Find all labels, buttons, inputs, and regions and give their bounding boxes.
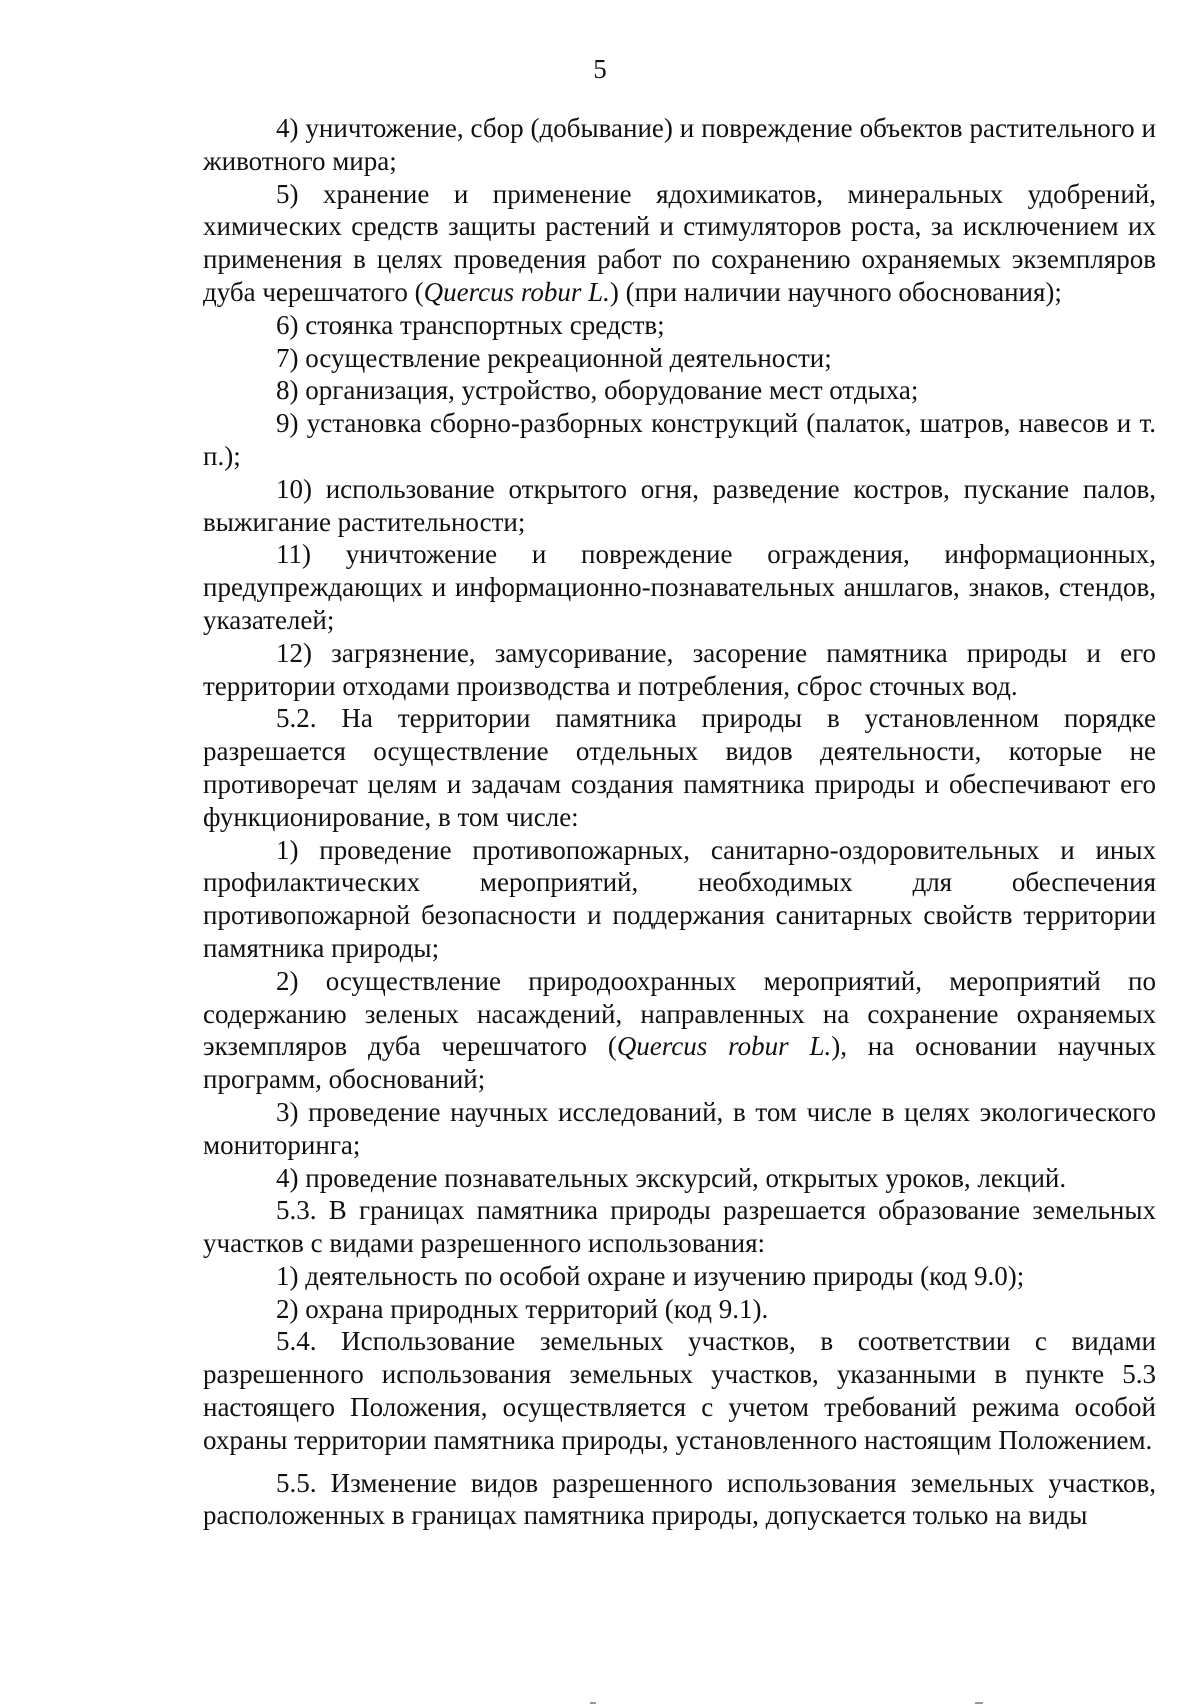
document-body <box>203 112 1156 1532</box>
paragraph-item-9: 9) установка сборно-разборных конструкций (палаток, шатров, навесов и т. п.); <box>203 408 1156 471</box>
paragraph-allowed-2 <box>203 965 1156 1096</box>
paragraph-item-11: 11) уничтожение и повреждение ограждения, информационных, предупреждающих и информационно-познавательных аншлагов, знаков, стендов, указателей; <box>203 539 1156 635</box>
paragraph-clause-5-3: 5.3. В границах памятника природы разрешается образование земельных участков с видами разрешенного использования: <box>203 1195 1156 1259</box>
paragraph-clause-5-2: 5.2. На территории памятника природы в установленном порядке разрешается осуществление отдельных видов деятельности, которые не противоречат целям и задачам создания памятника природы и обеспечивают его функционирование, в том числе: <box>203 703 1156 832</box>
latin-species-name: Quercus robur L. <box>423 276 610 307</box>
paragraph-text: ), на основании научных программ, обоснований; <box>203 1031 1156 1095</box>
paragraph-item-10: 10) использование открытого огня, разведение костров, пускание палов, выжигание растительности; <box>203 473 1156 537</box>
paragraph-land-use-1: 1) деятельность по особой охране и изучению природы (код 9.0); <box>276 1260 1025 1291</box>
latin-species-name: Quercus robur L. <box>616 1031 832 1062</box>
paragraph-item-12: 12) загрязнение, замусоривание, засорение памятника природы и его территории отходами производства и потребления, сброс сточных вод. <box>203 637 1156 701</box>
paragraph-item-7: 7) осуществление рекреационной деятельности; <box>276 342 832 373</box>
paragraph-item-6: 6) стоянка транспортных средств; <box>276 309 665 340</box>
paragraph-allowed-1: 1) проведение противопожарных, санитарно-оздоровительных и иных профилактических мероприятий, необходимых для обеспечения противопожарной безопасности и поддержания санитарных свойств территории памятника природы; <box>203 834 1156 963</box>
paragraph-clause-5-5: 5.5. Изменение видов разрешенного использования земельных участков, расположенных в границах памятника природы, допускается только на виды <box>203 1467 1156 1531</box>
page-number: 5 <box>593 54 607 84</box>
paragraph-item-5 <box>203 178 1156 309</box>
paragraph-text: ) (при наличии научного обоснования); <box>609 276 1062 307</box>
paragraph-text: 2) осуществление природоохранных мероприятий, мероприятий по содержанию зеленых насаждений, направленных на сохранение охраняемых экземпляров дуба черешчатого ( <box>203 965 1156 1062</box>
paragraph-text: 5) хранение и применение ядохимикатов, минеральных удобрений, химических средств защиты растений и стимуляторов роста, за исключением их применения в целях проведения работ по сохранению охраняемых экземпляров дуба черешчатого ( <box>203 178 1156 307</box>
paragraph-allowed-3: 3) проведение научных исследований, в том числе в целях экологического мониторинга; <box>203 1096 1156 1160</box>
paragraph-land-use-2: 2) охрана природных территорий (код 9.1). <box>276 1293 769 1324</box>
paragraph-allowed-4: 4) проведение познавательных экскурсий, открытых уроков, лекций. <box>276 1162 1067 1193</box>
paragraph-item-4: 4) уничтожение, сбор (добывание) и повреждение объектов растительного и животного мира; <box>203 113 1156 176</box>
paragraph-clause-5-4: 5.4. Использование земельных участков, в соответствии с видами разрешенного использования земельных участков, указанными в пункте 5.3 настоящего Положения, осуществляется с учетом требований режима особой охраны территории памятника природы, установленного настоящим Положением. <box>203 1326 1156 1455</box>
paragraph-item-8: 8) организация, устройство, оборудование мест отдыха; <box>276 375 919 406</box>
